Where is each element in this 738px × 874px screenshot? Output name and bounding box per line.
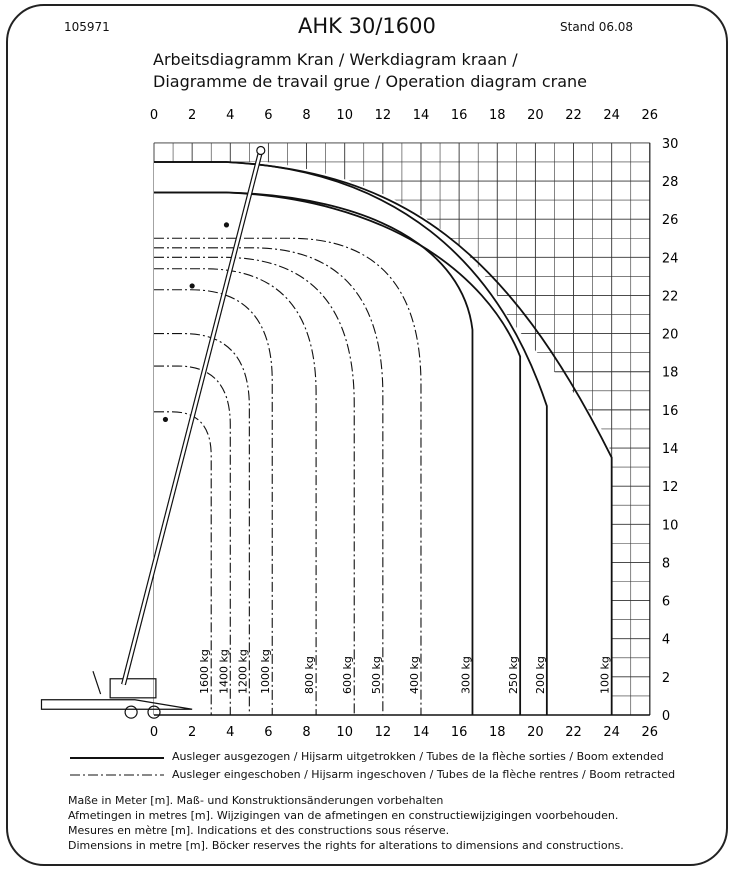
load-curve-label: 200 kg xyxy=(533,656,547,695)
x-tick-label-bottom: 12 xyxy=(374,725,392,740)
x-tick-label-bottom: 10 xyxy=(336,725,353,740)
x-tick-label-top: 4 xyxy=(226,107,235,123)
crane-turret xyxy=(110,679,156,698)
x-tick-label-top: 14 xyxy=(412,107,430,123)
y-tick-label: 28 xyxy=(661,175,679,191)
y-tick-label: 4 xyxy=(661,632,671,648)
subtitle-line-1: Arbeitsdiagramm Kran / Werkdiagram kraan / xyxy=(153,50,518,69)
y-tick-label: 24 xyxy=(661,251,679,267)
x-tick-label-bottom: 0 xyxy=(149,725,159,740)
load-curve-label: 600 kg xyxy=(341,656,355,695)
crane-wheel xyxy=(125,706,137,718)
document-number: 105971 xyxy=(64,20,110,34)
y-tick-label: 2 xyxy=(661,670,671,686)
note-english: Dimensions in metre [m]. Böcker reserves the rights for alterations to dimensions and constructions. xyxy=(68,839,624,852)
x-tick-label-top: 6 xyxy=(264,107,273,123)
y-tick-label: 20 xyxy=(661,327,679,343)
x-tick-label-top: 2 xyxy=(187,107,197,123)
x-tick-label-top: 12 xyxy=(374,107,392,123)
x-tick-label-bottom: 14 xyxy=(412,725,430,740)
x-tick-label-top: 24 xyxy=(603,107,620,123)
page-title: AHK 30/1600 xyxy=(298,14,436,38)
load-curve-label: 100 kg xyxy=(598,656,612,695)
x-tick-label-bottom: 18 xyxy=(488,725,506,740)
y-tick-label: 14 xyxy=(661,442,679,458)
note-german: Maße in Meter [m]. Maß- und Konstruktionsänderungen vorbehalten xyxy=(68,794,444,807)
grid xyxy=(154,143,650,715)
load-curve-label: 1600 kg xyxy=(198,649,212,695)
x-tick-label-bottom: 2 xyxy=(187,725,197,740)
legend-boom-retracted: Ausleger eingeschoben / Hijsarm ingeschoven / Tubes de la flèche rentres / Boom retracted xyxy=(172,768,676,781)
x-tick-label-top: 0 xyxy=(149,107,159,123)
note-dutch: Afmetingen in metres [m]. Wijzigingen van de afmetingen en constructiewijzigingen voorbehouden. xyxy=(68,809,619,822)
note-french: Mesures en mètre [m]. Indications et des constructions sous réserve. xyxy=(68,824,450,837)
y-tick-label: 22 xyxy=(661,289,679,305)
x-tick-label-top: 8 xyxy=(302,107,311,123)
load-curve-label: 300 kg xyxy=(459,656,473,695)
revision-date: Stand 06.08 xyxy=(560,20,634,34)
x-tick-label-bottom: 20 xyxy=(527,725,544,740)
load-curve-label: 1000 kg xyxy=(259,649,273,695)
y-tick-label: 18 xyxy=(661,365,679,381)
x-tick-label-top: 18 xyxy=(488,107,506,123)
boom-joint xyxy=(224,222,229,227)
load-curve-label: 1400 kg xyxy=(217,649,231,695)
x-tick-label-bottom: 8 xyxy=(302,725,311,740)
x-tick-label-bottom: 22 xyxy=(565,725,582,740)
y-tick-label: 10 xyxy=(661,518,679,534)
load-curve-label: 1200 kg xyxy=(236,649,250,695)
boom-tip-pulley xyxy=(257,147,265,155)
y-tick-label: 0 xyxy=(661,709,671,724)
y-tick-label: 12 xyxy=(661,480,679,496)
y-tick-label: 8 xyxy=(661,556,671,572)
x-tick-label-bottom: 4 xyxy=(226,725,235,740)
y-tick-label: 6 xyxy=(661,594,671,610)
y-tick-label: 30 xyxy=(661,136,679,152)
subtitle-line-2: Diagramme de travail grue / Operation diagram crane xyxy=(153,72,587,91)
x-tick-label-top: 10 xyxy=(336,107,353,123)
x-tick-label-top: 20 xyxy=(527,107,544,123)
x-tick-label-bottom: 6 xyxy=(264,725,273,740)
load-curve-label: 500 kg xyxy=(369,656,383,695)
x-tick-label-top: 16 xyxy=(450,107,468,123)
load-curve-label: 800 kg xyxy=(303,656,317,695)
x-tick-label-top: 26 xyxy=(641,107,659,123)
crane-operator-mast xyxy=(93,671,101,694)
x-tick-label-bottom: 26 xyxy=(641,725,659,740)
load-curve-label: 250 kg xyxy=(507,656,521,695)
x-tick-label-bottom: 24 xyxy=(603,725,620,740)
legend-lines xyxy=(70,758,164,775)
x-tick-label-top: 22 xyxy=(565,107,582,123)
boom-joint xyxy=(163,417,168,422)
y-tick-label: 16 xyxy=(661,403,679,419)
load-curve-label: 400 kg xyxy=(407,656,421,695)
legend-boom-extended: Ausleger ausgezogen / Hijsarm uitgetrokken / Tubes de la flèche sorties / Boom extended xyxy=(172,750,664,763)
x-tick-label-bottom: 16 xyxy=(450,725,468,740)
boom-joint xyxy=(190,283,195,288)
y-tick-label: 26 xyxy=(661,213,679,229)
